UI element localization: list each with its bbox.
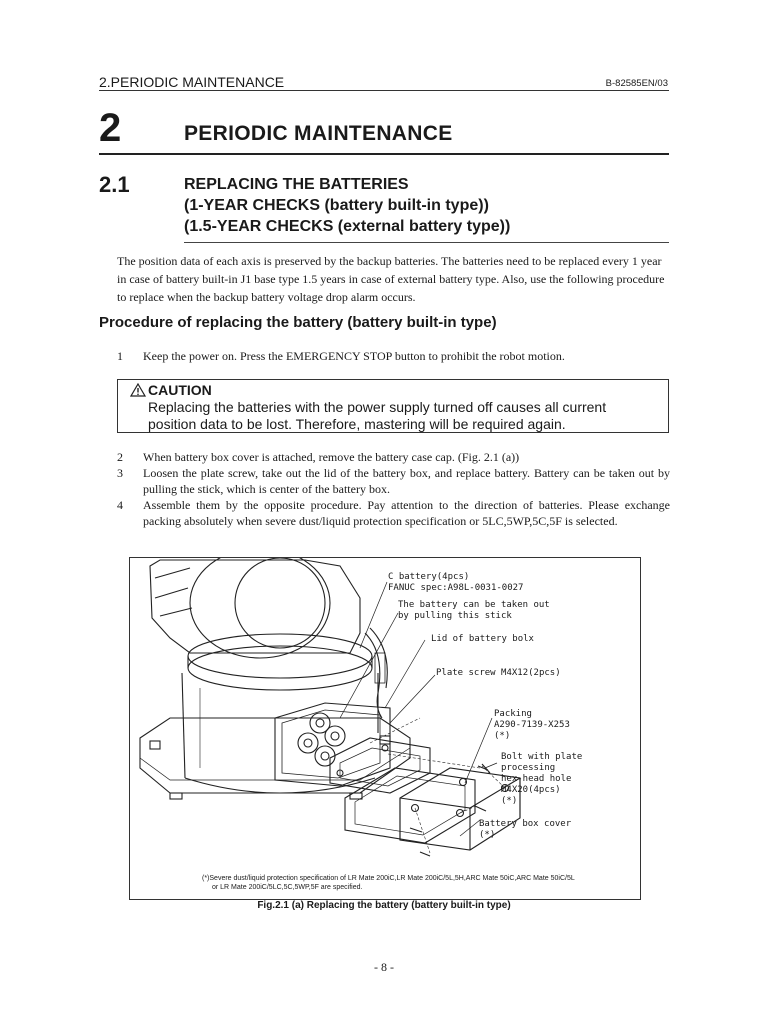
procedure-step bbox=[117, 465, 670, 497]
label-line: M4X20(4pcs) bbox=[501, 785, 561, 795]
label-bolt bbox=[501, 752, 640, 807]
procedure-step bbox=[117, 348, 670, 364]
label-cover bbox=[479, 819, 571, 841]
caution-text: Replacing the batteries with the power supply turned off causes all current position data to be lost. Therefore, mastering will be required again. bbox=[148, 399, 607, 432]
warning-triangle-icon bbox=[130, 383, 146, 397]
label-line: (*) bbox=[494, 731, 511, 741]
step-text: Keep the power on. Press the EMERGENCY STOP button to prohibit the robot motion. bbox=[143, 349, 565, 363]
section-title-line: (1-YEAR CHECKS (battery built-in type)) bbox=[184, 197, 489, 214]
label-line: Bolt with plate processing bbox=[501, 752, 583, 773]
label-line: FANUC spec:A98L-0031-0027 bbox=[388, 583, 524, 593]
procedure-step bbox=[117, 449, 670, 465]
running-header-doc-code: B-82585EN/03 bbox=[605, 78, 668, 89]
caution-box bbox=[117, 379, 669, 433]
page-number: - 8 - bbox=[374, 960, 394, 974]
label-lid: Lid of battery bolx bbox=[431, 634, 534, 644]
chapter-rule bbox=[99, 153, 669, 155]
footnote-line: or LR Mate 200iC/5LC,5C,5WP,5F are specified. bbox=[212, 884, 363, 891]
step-number: 4 bbox=[117, 498, 123, 512]
intro-paragraph: The position data of each axis is preserved by the backup batteries. The batteries need to be replaced every 1 year in case of battery built-in J1 base type 1.5 years in case of external battery type. Also, use the following procedure to replace when the backup battery voltage drop alarm occurs. bbox=[117, 254, 665, 304]
running-header-section: 2.PERIODIC MAINTENANCE bbox=[99, 74, 285, 90]
label-line: C battery(4pcs) bbox=[388, 572, 470, 582]
section-title bbox=[184, 174, 510, 237]
label-line: (*) bbox=[501, 796, 518, 806]
label-line: A290-7139-X253 bbox=[494, 720, 570, 730]
section-title-line: REPLACING THE BATTERIES bbox=[184, 176, 409, 193]
label-line: The battery can be taken out bbox=[398, 600, 550, 610]
step-text: Assemble them by the opposite procedure. Pay attention to the direction of batteries. Please exchange packing absolutely when severe dust/liquid protection specification or 5LC,5WP,5C,5F is selected. bbox=[143, 498, 670, 528]
procedure-heading: Procedure of replacing the battery (battery built-in type) bbox=[99, 314, 497, 331]
label-stick bbox=[398, 600, 550, 622]
label-line: Packing bbox=[494, 709, 532, 719]
caution-title-row bbox=[130, 382, 212, 398]
procedure-step bbox=[117, 497, 670, 529]
label-line: by pulling this stick bbox=[398, 611, 512, 621]
step-text: When battery box cover is attached, remove the battery case cap. (Fig. 2.1 (a)) bbox=[143, 450, 520, 464]
label-c-battery bbox=[388, 572, 523, 594]
label-line: (*) bbox=[479, 830, 496, 840]
chapter-title: PERIODIC MAINTENANCE bbox=[184, 122, 453, 145]
section-title-line: (1.5-YEAR CHECKS (external battery type)) bbox=[184, 218, 511, 235]
step-number: 2 bbox=[117, 450, 123, 464]
label-line: hex-head hole bbox=[501, 774, 572, 784]
caution-title: CAUTION bbox=[148, 382, 212, 398]
header-rule bbox=[99, 90, 669, 91]
section-number: 2.1 bbox=[99, 172, 130, 197]
label-plate-screw: Plate screw M4X12(2pcs) bbox=[436, 668, 561, 678]
figure-footnote bbox=[202, 874, 575, 892]
label-line: Battery box cover bbox=[479, 819, 572, 829]
figure-caption: Fig.2.1 (a) Replacing the battery (battery built-in type) bbox=[257, 900, 511, 911]
chapter-number: 2 bbox=[99, 106, 122, 150]
step-number: 3 bbox=[117, 466, 123, 480]
footnote-line: (*)Severe dust/liquid protection specification of LR Mate 200iC,LR Mate 200iC/5L,5H,ARC Mate 50iC,ARC Mate 50iC/5L bbox=[202, 875, 575, 882]
figure-battery-replacement bbox=[129, 557, 641, 900]
label-packing bbox=[494, 709, 570, 742]
section-rule bbox=[184, 242, 669, 243]
step-text: Loosen the plate screw, take out the lid of the battery box, and replace battery. Battery can be taken out by pulling the stick, which is center of the battery box. bbox=[143, 466, 670, 496]
step-number: 1 bbox=[117, 349, 123, 363]
